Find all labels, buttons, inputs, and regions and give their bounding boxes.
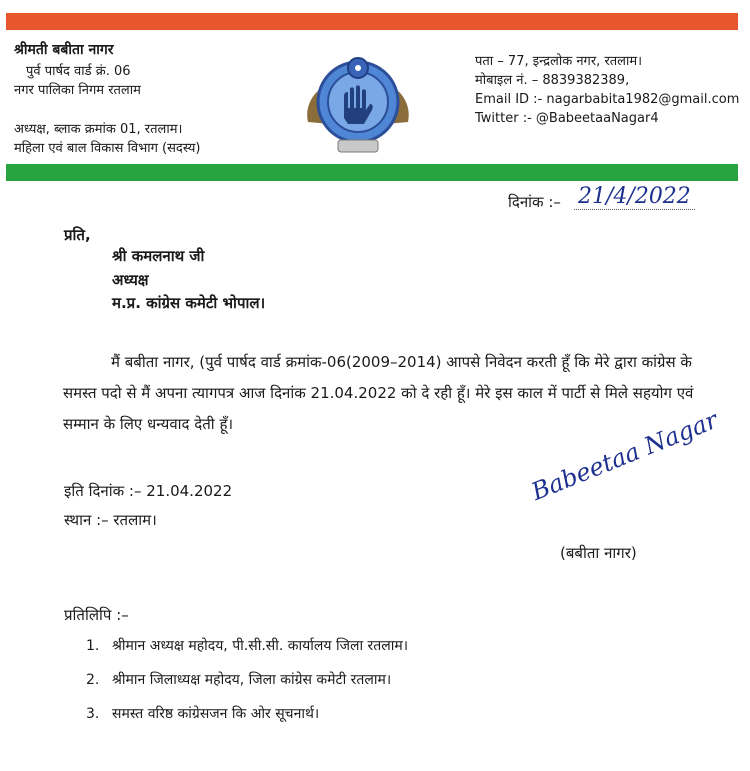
handwritten-signature: Babeetaa Nagar	[527, 405, 722, 506]
cc-item	[86, 704, 408, 738]
sender-address: पता – 77, इन्द्रलोक नगर, रतलाम।	[475, 54, 643, 69]
recipient-to: प्रति,	[64, 226, 91, 244]
header-green-stripe	[6, 164, 738, 181]
cc-item-text: श्रीमान अध्यक्ष महोदय, पी.सी.सी. कार्यालय जिला रतलाम।	[112, 638, 409, 654]
sender-ward: पुर्व पार्षद वार्ड क्रं. 06	[26, 64, 131, 79]
sender-mobile: मोबाइल नं. – 8839382389,	[475, 73, 630, 88]
date-label: दिनांक :–	[508, 193, 561, 211]
body-paragraph: मैं बबीता नागर, (पुर्व पार्षद वार्ड क्रमांक-06(2009–2014) आपसे निवेदन करती हूँ कि मेरे द्वारा कांग्रेस के समस्त पदो से मैं अपना त्यागपत्र आज दिनांक 21.04.2022 को दे रही हूँ। मेरे इस काल में पार्टी से मिले सहयोग एवं सम्मान के लिए धन्यवाद देती हूँ।	[63, 353, 694, 433]
sender-email: Email ID :- nagarbabita1982@gmail.com	[475, 92, 740, 107]
cc-item	[86, 670, 408, 704]
sender-post-department: महिला एवं बाल विकास विभाग (सदस्य)	[14, 141, 201, 156]
cc-item-text: श्रीमान जिलाध्यक्ष महोदय, जिला कांग्रेस कमेटी रतलाम।	[112, 672, 392, 688]
cc-list	[86, 636, 408, 738]
closing-date: इति दिनांक :– 21.04.2022	[64, 482, 233, 500]
cc-item-number: 1.	[86, 638, 100, 654]
recipient-organization: म.प्र. कांग्रेस कमेटी भोपाल।	[112, 294, 266, 312]
party-emblem-logo	[300, 44, 416, 158]
handwritten-date: 21/4/2022	[574, 184, 695, 210]
cc-item-number: 2.	[86, 672, 100, 688]
recipient-name: श्री कमलनाथ जी	[112, 247, 205, 265]
sender-twitter: Twitter :- @BabeetaaNagar4	[475, 111, 659, 126]
signatory-name: (बबीता नागर)	[560, 544, 637, 562]
header-orange-stripe	[6, 13, 738, 30]
letter-body	[63, 347, 703, 440]
sender-post-block: अध्यक्ष, ब्लाक क्रमांक 01, रतलाम।	[14, 122, 183, 137]
cc-item-text: समस्त वरिष्ठ कांग्रेसजन कि ओर सूचनार्थ।	[112, 706, 320, 722]
sender-corporation: नगर पालिका निगम रतलाम	[14, 83, 141, 98]
cc-title: प्रतिलिपि :–	[64, 606, 129, 624]
cc-item	[86, 636, 408, 670]
sender-name: श्रीमती बबीता नागर	[14, 42, 114, 58]
recipient-designation: अध्यक्ष	[112, 271, 149, 289]
closing-place: स्थान :– रतलाम।	[64, 511, 157, 529]
cc-item-number: 3.	[86, 706, 100, 722]
